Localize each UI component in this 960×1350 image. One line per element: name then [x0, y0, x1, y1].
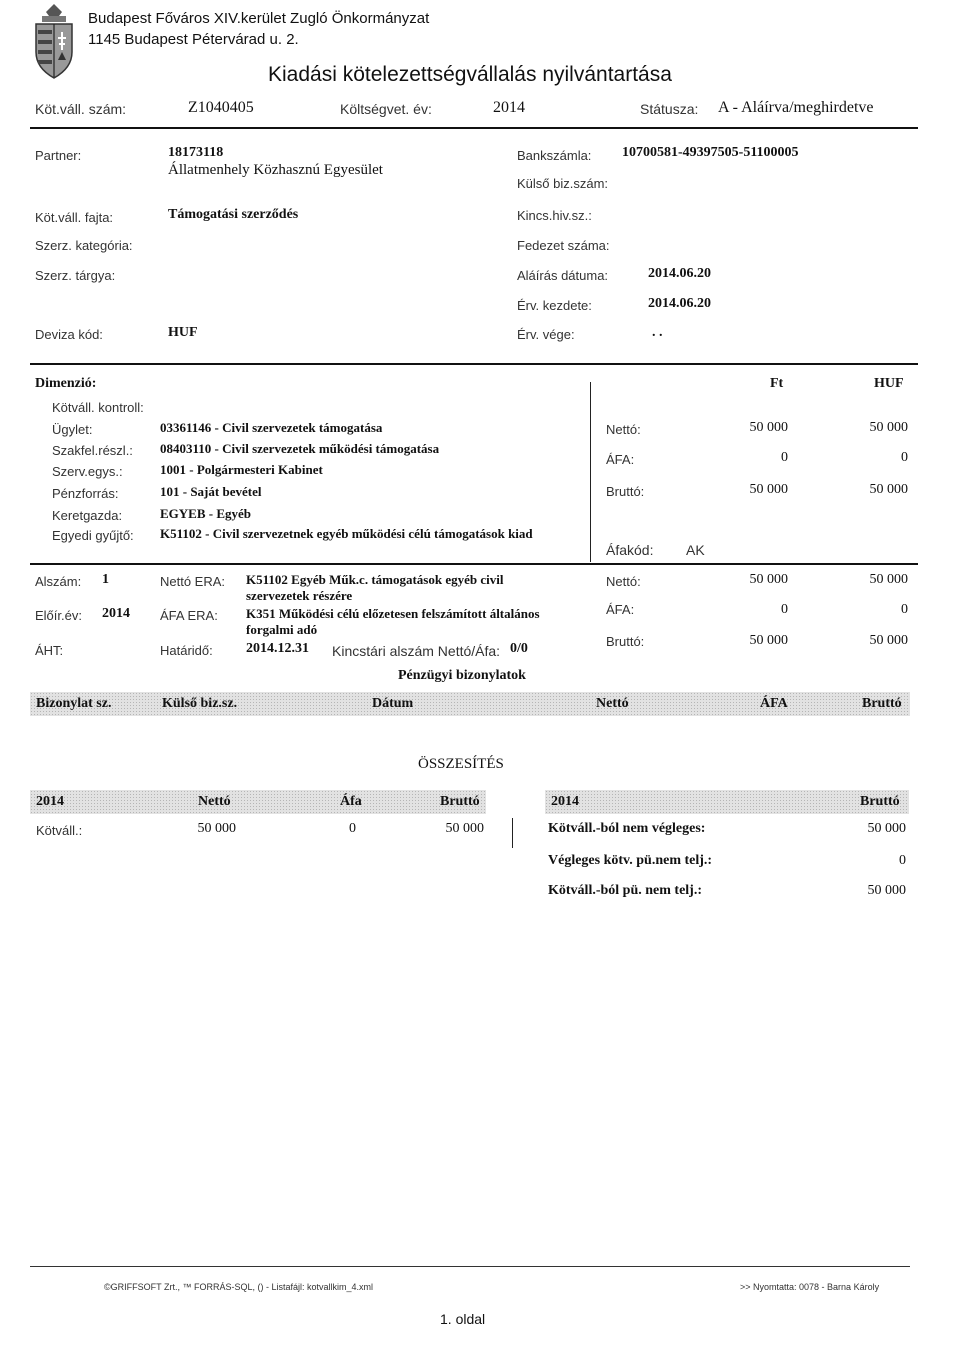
fedezet-label: Fedezet száma:	[517, 238, 610, 253]
bank-value: 10700581-49397505-51100005	[622, 145, 799, 160]
dim-netto-huf: 50 000	[869, 420, 908, 435]
osszesites-kotvall-brutto: 50 000	[445, 821, 484, 836]
alairas-value: 2014.06.20	[648, 266, 711, 281]
vege-value: . .	[652, 325, 663, 340]
osszesites-row-nem-vegleges-label: Kötváll.-ból nem végleges:	[548, 821, 706, 836]
coat-of-arms-logo	[32, 2, 76, 82]
status-label: Státusza:	[640, 101, 699, 117]
alszam-brutto-label: Bruttó:	[606, 634, 645, 649]
col-datum: Dátum	[372, 696, 414, 711]
keret-value: EGYEB - Egyéb	[160, 506, 252, 521]
dimenzio-bottom-divider	[30, 563, 918, 565]
vege-label: Érv. vége:	[517, 327, 575, 342]
kotvall-label: Köt.váll. szám:	[35, 101, 127, 117]
afa-era-label: ÁFA ERA:	[160, 608, 218, 623]
dim-afa-label: ÁFA:	[606, 452, 635, 467]
netto-era-value: K51102 Egyéb Műk.c. támogatások egyéb civil	[246, 572, 504, 587]
col-afa: ÁFA	[760, 696, 788, 711]
alszam-netto-ft: 50 000	[749, 572, 788, 587]
osszesites-left-brutto: Bruttó	[440, 794, 480, 809]
osszesites-title: ÖSSZESÍTÉS	[418, 756, 504, 772]
szerv-value: 1001 - Polgármesteri Kabinet	[160, 462, 323, 477]
ugylet-value: 03361146 - Civil szervezetek támogatása	[160, 420, 383, 435]
header-divider	[30, 127, 918, 129]
kincs-label: Kincs.hiv.sz.:	[517, 208, 592, 223]
osszesites-right-year: 2014	[551, 794, 579, 809]
dim-brutto-huf: 50 000	[869, 482, 908, 497]
bank-label: Bankszámla:	[517, 148, 592, 163]
szakfel-label: Szakfel.részl.:	[52, 443, 133, 458]
kategoria-label: Szerz. kategória:	[35, 238, 133, 253]
osszesites-row-vegleges-label: Végleges kötv. pü.nem telj.:	[548, 853, 713, 868]
deviza-value: HUF	[168, 325, 198, 340]
osszesites-kotvall-afa: 0	[349, 821, 356, 836]
penz-label: Pénzforrás:	[52, 486, 119, 501]
dim-brutto-ft: 50 000	[749, 482, 788, 497]
page-number: 1. oldal	[440, 1311, 486, 1327]
afa-era-value: K351 Működési célú előzetesen felszámított általános	[246, 606, 540, 621]
osszesites-kotvall-label: Kötváll.:	[36, 823, 83, 838]
egyedi-value: K51102 - Civil szervezetnek egyéb működési célú támogatások kiad	[160, 526, 533, 541]
org-address: 1145 Budapest Pétervárad u. 2.	[88, 31, 299, 48]
eloir-value: 2014	[102, 606, 130, 621]
partner-divider	[30, 363, 918, 365]
afakod-value: AK	[686, 542, 705, 558]
col-netto: Nettó	[596, 696, 629, 711]
osszesites-left-netto: Nettó	[198, 794, 231, 809]
osszesites-left-afa: Áfa	[340, 794, 362, 809]
osszesites-left-header-bar	[30, 790, 486, 814]
keret-label: Keretgazda:	[52, 508, 123, 523]
osszesites-row-pu-nem-telj-label: Kötváll.-ból pü. nem telj.:	[548, 883, 702, 898]
penzugyi-title: Pénzügyi bizonylatok	[398, 668, 526, 683]
alszam-brutto-ft: 50 000	[749, 633, 788, 648]
dimenzio-title: Dimenzió:	[35, 376, 97, 391]
alszam-label: Alszám:	[35, 574, 82, 589]
netto-era-label: Nettó ERA:	[160, 574, 226, 589]
partner-label: Partner:	[35, 148, 82, 163]
year-value: 2014	[493, 99, 525, 116]
year-label: Költségvet. év:	[340, 101, 432, 117]
netto-era-value-line2: szervezetek részére	[246, 588, 353, 603]
fajta-label: Köt.váll. fajta:	[35, 210, 114, 225]
afa-era-value-line2: forgalmi adó	[246, 622, 318, 637]
kotvall-value: Z1040405	[188, 99, 254, 116]
alszam-value: 1	[102, 572, 109, 587]
alszam-afa-ft: 0	[781, 602, 788, 617]
footer-right: >> Nyomtatta: 0078 - Barna Károly	[740, 1282, 880, 1292]
osszesites-right-header-bar	[545, 790, 909, 814]
osszesites-row-vegleges-value: 0	[899, 853, 906, 868]
alszam-brutto-huf: 50 000	[869, 633, 908, 648]
partner-name: Állatmenhely Közhasznú Egyesület	[168, 162, 383, 178]
dim-afa-ft: 0	[781, 450, 788, 465]
alszam-netto-huf: 50 000	[869, 572, 908, 587]
col-ft-header: Ft	[770, 376, 784, 391]
szakfel-value: 08403110 - Civil szervezetek működési támogatása	[160, 441, 440, 456]
document-title: Kiadási kötelezettségvállalás nyilvántartása	[268, 63, 672, 86]
osszesites-row-pu-nem-telj-value: 50 000	[867, 883, 906, 898]
egyedi-label: Egyedi gyűjtő:	[52, 528, 134, 543]
kontroll-label: Kötváll. kontroll:	[52, 400, 144, 415]
dim-brutto-label: Bruttó:	[606, 484, 645, 499]
szerv-label: Szerv.egys.:	[52, 464, 123, 479]
col-bizonylat: Bizonylat sz.	[36, 696, 112, 711]
col-huf-header: HUF	[874, 376, 904, 391]
alairas-label: Aláírás dátuma:	[517, 268, 609, 283]
eloir-label: Előír.év:	[35, 608, 82, 623]
afakod-label: Áfakód:	[606, 542, 654, 558]
footer-left: ©GRIFFSOFT Zrt., ™ FORRÁS-SQL, () - Listafájl: kotvallkim_4.xml	[104, 1282, 373, 1292]
kincstari-value: 0/0	[510, 641, 528, 656]
kincstari-label: Kincstári alszám Nettó/Áfa:	[332, 643, 501, 659]
alszam-afa-huf: 0	[901, 602, 908, 617]
targya-label: Szerz. tárgya:	[35, 268, 116, 283]
kezdete-value: 2014.06.20	[648, 296, 711, 311]
kulso-label: Külső biz.szám:	[517, 176, 609, 191]
org-name: Budapest Főváros XIV.kerület Zugló Önkormányzat	[88, 10, 430, 27]
kezdete-label: Érv. kezdete:	[517, 298, 592, 313]
footer-divider	[30, 1266, 910, 1267]
status-value: A - Aláírva/meghirdetve	[718, 99, 874, 116]
dimenzio-divider	[590, 382, 591, 562]
osszesites-right-brutto: Bruttó	[860, 794, 900, 809]
fajta-value: Támogatási szerződés	[168, 207, 299, 222]
ugylet-label: Ügylet:	[52, 422, 93, 437]
penz-value: 101 - Saját bevétel	[160, 484, 262, 499]
alszam-netto-label: Nettó:	[606, 574, 641, 589]
osszesites-row-nem-vegleges-value: 50 000	[867, 821, 906, 836]
osszesites-left-year: 2014	[36, 794, 64, 809]
osszesites-divider	[512, 818, 513, 848]
alszam-afa-label: ÁFA:	[606, 602, 635, 617]
dim-netto-label: Nettó:	[606, 422, 641, 437]
col-kulso-biz: Külső biz.sz.	[162, 696, 238, 711]
col-brutto: Bruttó	[862, 696, 902, 711]
dim-afa-huf: 0	[901, 450, 908, 465]
hatarido-value: 2014.12.31	[246, 641, 309, 656]
aht-label: ÁHT:	[35, 643, 64, 658]
deviza-label: Deviza kód:	[35, 327, 103, 342]
hatarido-label: Határidő:	[160, 643, 213, 658]
dim-netto-ft: 50 000	[749, 420, 788, 435]
osszesites-kotvall-netto: 50 000	[197, 821, 236, 836]
partner-id: 18173118	[168, 145, 224, 160]
